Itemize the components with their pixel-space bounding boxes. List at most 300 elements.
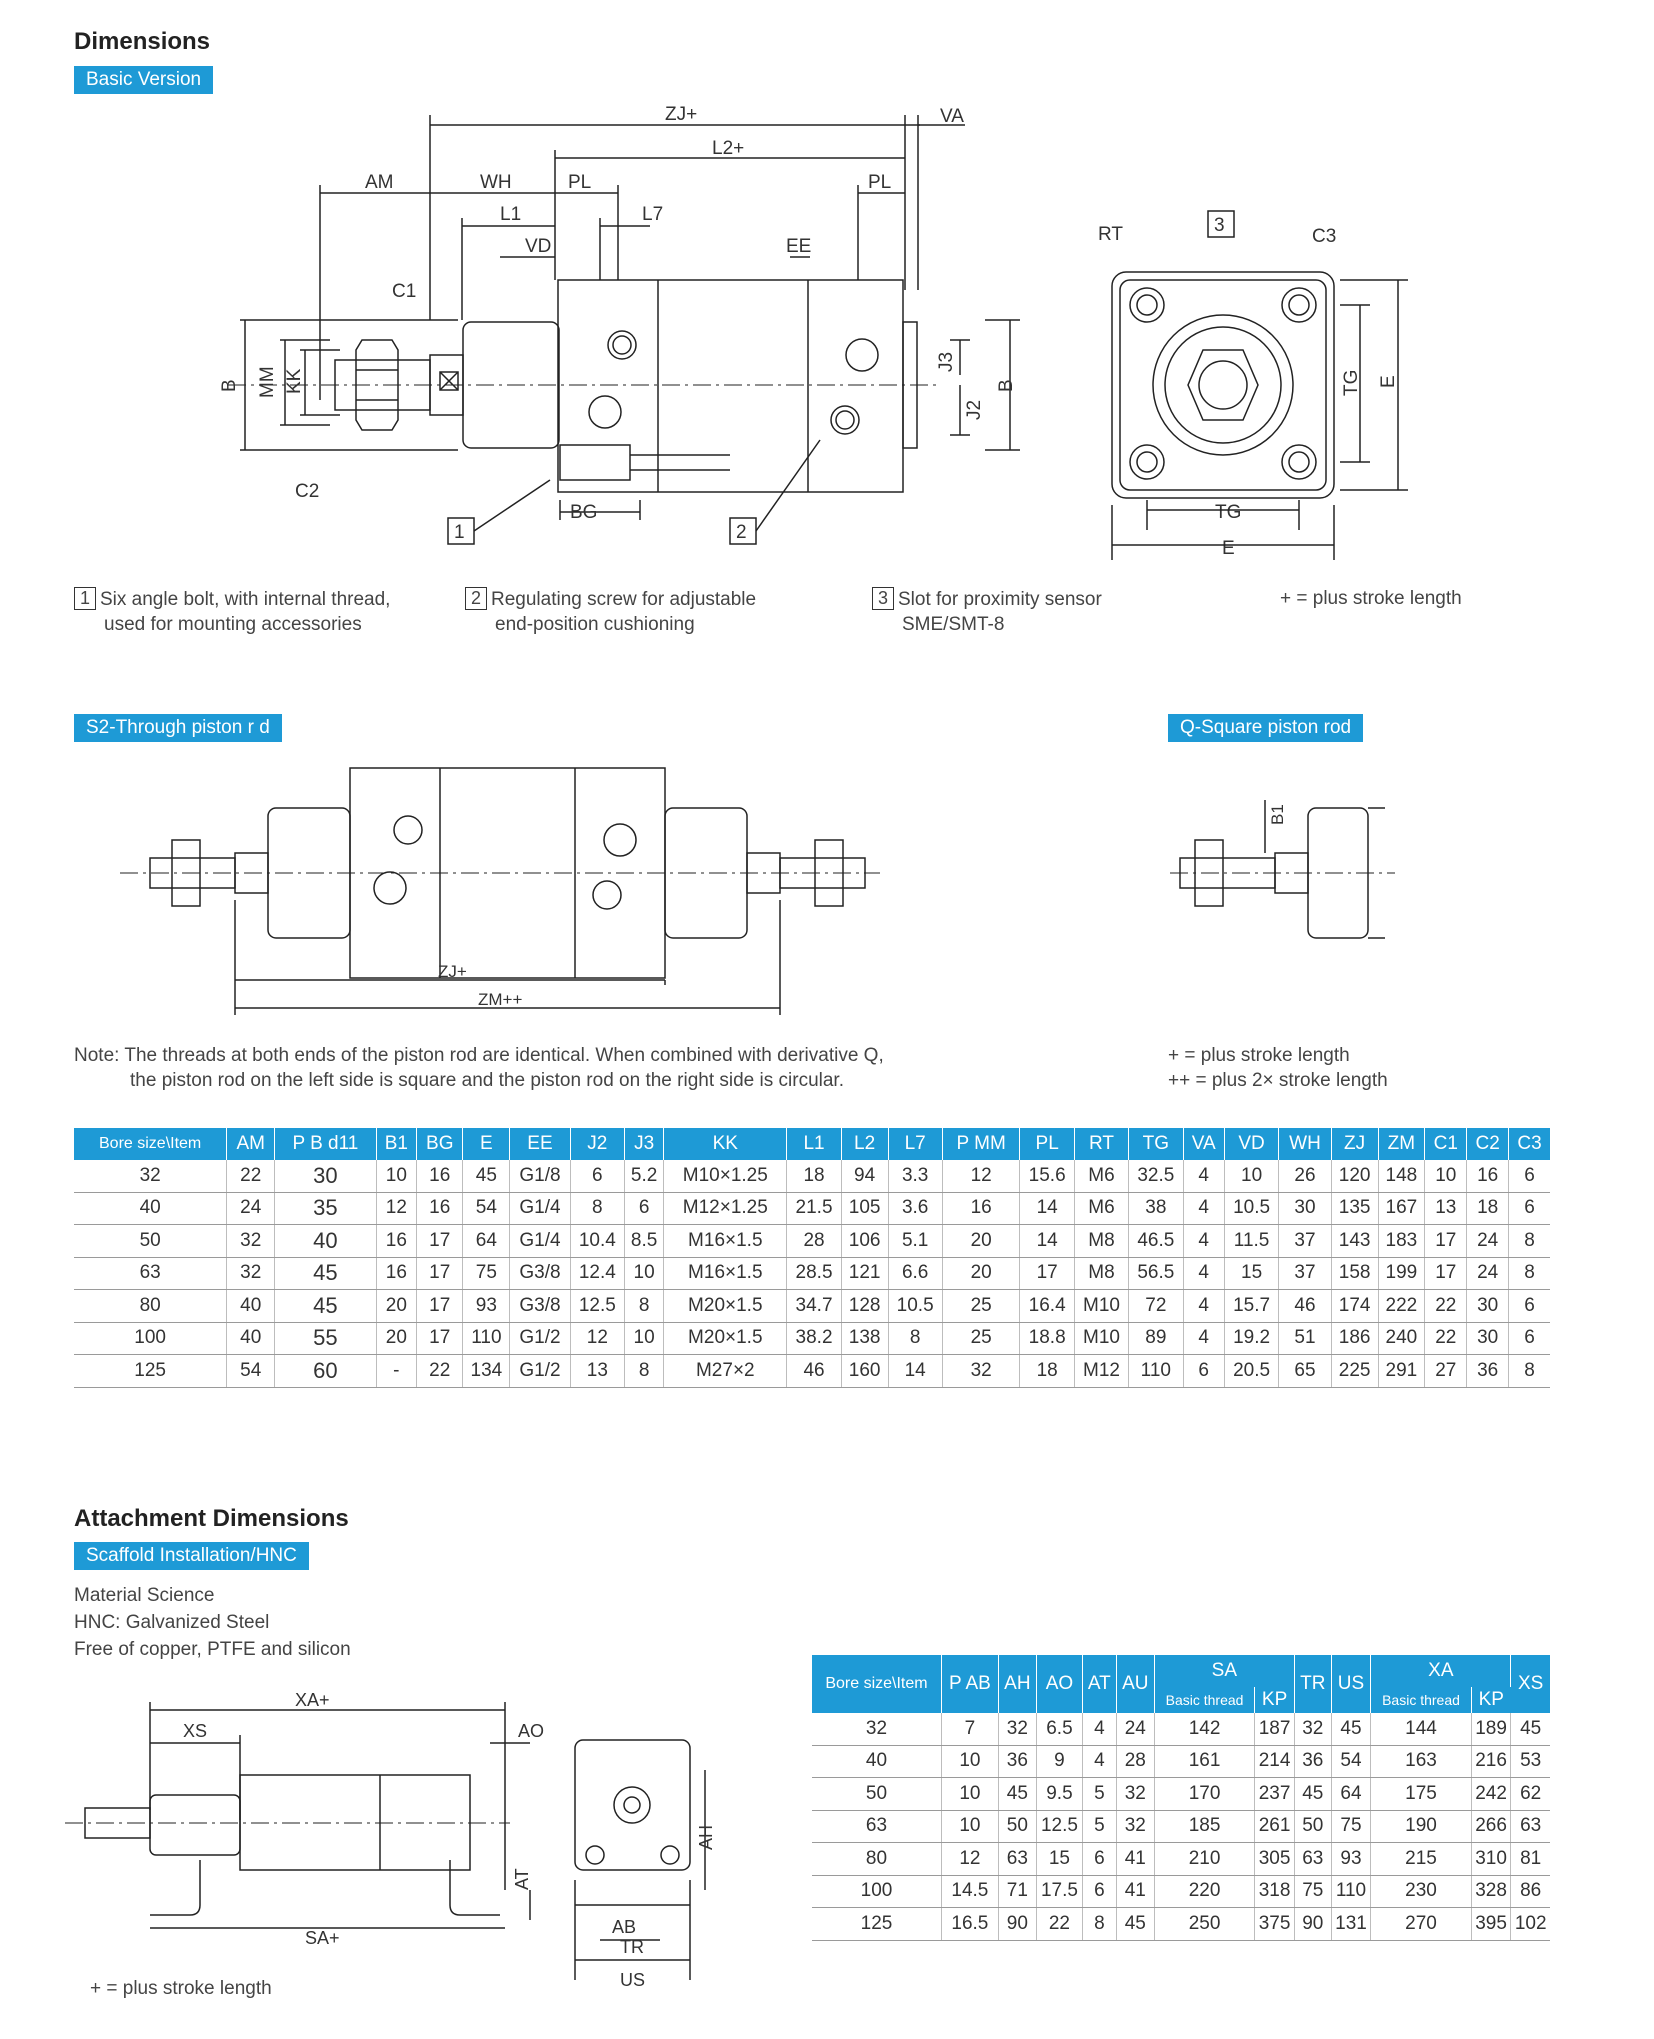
table-row [74, 1257, 1550, 1290]
table-cell: 6 [1509, 1290, 1550, 1323]
table-subheader-cell: KP [1471, 1687, 1511, 1713]
table-cell: 64 [463, 1225, 510, 1258]
table-header-cell: AO [1036, 1655, 1082, 1713]
table-header-cell: TR [1294, 1655, 1331, 1713]
table-row [812, 1810, 1550, 1843]
table-cell: 16 [376, 1225, 416, 1258]
table-row [812, 1908, 1550, 1941]
table-cell: 128 [841, 1290, 888, 1323]
table-cell: 10 [941, 1745, 998, 1778]
table-cell: 45 [1116, 1908, 1154, 1941]
table-cell: - [376, 1355, 416, 1388]
table-cell: M6 [1074, 1192, 1128, 1225]
svg-text:PL: PL [568, 172, 592, 193]
table-cell: M10 [1074, 1322, 1128, 1355]
table-header-cell: B1 [376, 1128, 416, 1160]
table-cell: 5 [1082, 1778, 1116, 1811]
table-cell: 32 [227, 1225, 275, 1258]
table-cell: 125 [812, 1908, 941, 1941]
table-cell: 17 [1425, 1257, 1467, 1290]
table-header-cell: Bore size\Item [74, 1128, 227, 1160]
svg-text:XS: XS [183, 1721, 208, 1741]
table-cell: 261 [1255, 1810, 1295, 1843]
table-cell: 37 [1279, 1225, 1331, 1258]
table-cell: 12.5 [570, 1290, 624, 1323]
table-cell: 24 [1467, 1225, 1509, 1258]
table-cell: 17 [417, 1322, 463, 1355]
table-cell: 45 [275, 1290, 376, 1323]
table-header-cell: AU [1116, 1655, 1154, 1713]
table-cell: 46 [787, 1355, 841, 1388]
table-cell: M27×2 [664, 1355, 787, 1388]
table-cell: 16 [942, 1192, 1020, 1225]
table-cell: 34.7 [787, 1290, 841, 1323]
table-cell: M12 [1074, 1355, 1128, 1388]
table-cell: 81 [1511, 1843, 1550, 1876]
table-cell: 100 [74, 1322, 227, 1355]
table-cell: 12 [570, 1322, 624, 1355]
table-cell: 134 [463, 1355, 510, 1388]
table-cell: G3/8 [510, 1257, 570, 1290]
table-cell: 26 [1279, 1160, 1331, 1192]
svg-text:C1: C1 [392, 281, 417, 302]
table-header-cell: C3 [1509, 1128, 1550, 1160]
table-cell: 12 [376, 1192, 416, 1225]
svg-text:VD: VD [525, 236, 552, 257]
table-cell: 220 [1154, 1875, 1254, 1908]
table-cell: G1/8 [510, 1160, 570, 1192]
table-cell: 148 [1378, 1160, 1425, 1192]
table-header-cell: P MM [942, 1128, 1020, 1160]
table-cell: G1/4 [510, 1225, 570, 1258]
svg-text:AO: AO [518, 1721, 545, 1741]
table-cell: 75 [1294, 1875, 1331, 1908]
table-cell: 6 [1509, 1322, 1550, 1355]
table-cell: 56.5 [1129, 1257, 1183, 1290]
table-cell: 51 [1279, 1322, 1331, 1355]
table-header-cell: AM [227, 1128, 275, 1160]
table-cell: 4 [1183, 1322, 1224, 1355]
tag-square-piston-rod: Q-Square piston rod [1168, 714, 1363, 742]
svg-text:KK: KK [284, 368, 305, 394]
table-cell: M6 [1074, 1160, 1128, 1192]
table-cell: 93 [463, 1290, 510, 1323]
table-cell: 17 [417, 1225, 463, 1258]
table-cell: 45 [1331, 1713, 1371, 1745]
tag-through-piston-rod: S2-Through piston r d [74, 714, 282, 742]
table-cell: 4 [1183, 1225, 1224, 1258]
svg-text:ZM++: ZM++ [478, 990, 523, 1009]
table-cell: 183 [1378, 1225, 1425, 1258]
table-cell: 40 [74, 1192, 227, 1225]
table-cell: 41 [1116, 1875, 1154, 1908]
table-cell: 9.5 [1036, 1778, 1082, 1811]
table-cell: 10.4 [570, 1225, 624, 1258]
table-cell: 22 [1425, 1290, 1467, 1323]
table-cell: 215 [1371, 1843, 1471, 1876]
svg-text:3: 3 [1214, 215, 1225, 236]
table-cell: 328 [1471, 1875, 1511, 1908]
table-row [812, 1843, 1550, 1876]
table-cell: 63 [74, 1257, 227, 1290]
table-cell: 36 [998, 1745, 1036, 1778]
table-cell: 160 [841, 1355, 888, 1388]
main-dimension-table [74, 1128, 1550, 1388]
table-cell: 10.5 [888, 1290, 942, 1323]
table-cell: 102 [1511, 1908, 1550, 1941]
table-cell: 6 [1082, 1875, 1116, 1908]
table-cell: 125 [74, 1355, 227, 1388]
table-cell: 17.5 [1036, 1875, 1082, 1908]
table-cell: 190 [1371, 1810, 1471, 1843]
table-cell: 242 [1471, 1778, 1511, 1811]
table-cell: 32 [1294, 1713, 1331, 1745]
table-cell: 142 [1154, 1713, 1254, 1745]
table-cell: 45 [275, 1257, 376, 1290]
table-cell: 15.6 [1020, 1160, 1074, 1192]
table-cell: 45 [1511, 1713, 1550, 1745]
table-cell: 110 [463, 1322, 510, 1355]
table-header-cell: EE [510, 1128, 570, 1160]
table-cell: 40 [227, 1290, 275, 1323]
table-cell: 216 [1471, 1745, 1511, 1778]
table-cell: 13 [570, 1355, 624, 1388]
table-cell: 17 [417, 1290, 463, 1323]
table-cell: G1/2 [510, 1322, 570, 1355]
svg-text:B: B [219, 379, 240, 392]
table-cell: 53 [1511, 1745, 1550, 1778]
table-cell: 270 [1371, 1908, 1471, 1941]
subheader-text: Basic thread [1382, 1691, 1460, 1708]
table-cell: 62 [1511, 1778, 1550, 1811]
table-cell: 30 [1467, 1322, 1509, 1355]
table-cell: 94 [841, 1160, 888, 1192]
table-cell: M20×1.5 [664, 1290, 787, 1323]
table-cell: 28.5 [787, 1257, 841, 1290]
table-cell: 24 [1467, 1257, 1509, 1290]
table-cell: 25 [942, 1322, 1020, 1355]
table-cell: 310 [1471, 1843, 1511, 1876]
table-cell: 32 [74, 1160, 227, 1192]
table-cell: 22 [1036, 1908, 1082, 1941]
table-cell: 186 [1331, 1322, 1378, 1355]
table-cell: 138 [841, 1322, 888, 1355]
svg-text:MM: MM [257, 366, 278, 398]
table-cell: 6 [1082, 1843, 1116, 1876]
svg-text:L2+: L2+ [712, 138, 745, 159]
table-cell: 291 [1378, 1355, 1425, 1388]
svg-text:VA: VA [940, 106, 964, 127]
table-cell: 20 [376, 1322, 416, 1355]
table-cell: 32 [998, 1713, 1036, 1745]
table-cell: 305 [1255, 1843, 1295, 1876]
table-cell: 3.3 [888, 1160, 942, 1192]
table-row [74, 1192, 1550, 1225]
table-cell: 21.5 [787, 1192, 841, 1225]
table-cell: 24 [1116, 1713, 1154, 1745]
table-cell: 60 [275, 1355, 376, 1388]
table-cell: 90 [998, 1908, 1036, 1941]
table-cell: 32 [812, 1713, 941, 1745]
table-cell: 4 [1183, 1160, 1224, 1192]
table-cell: 46 [1279, 1290, 1331, 1323]
table-header-cell: TG [1129, 1128, 1183, 1160]
table-cell: 15 [1224, 1257, 1278, 1290]
table-cell: 32 [942, 1355, 1020, 1388]
table-header-cell: SA [1154, 1655, 1294, 1687]
table-cell: 28 [1116, 1745, 1154, 1778]
table-cell: 45 [1294, 1778, 1331, 1811]
attachment-drawing [0, 1690, 720, 2020]
table-cell: 71 [998, 1875, 1036, 1908]
table-cell: 35 [275, 1192, 376, 1225]
table-cell: 27 [1425, 1355, 1467, 1388]
svg-text:J3: J3 [936, 351, 957, 372]
table-cell: 5.2 [625, 1160, 664, 1192]
svg-text:TR: TR [620, 1937, 644, 1957]
plus-2x-stroke-note: ++ = plus 2× stroke length [1168, 1070, 1388, 1091]
table-header-cell: AH [998, 1655, 1036, 1713]
table-header-cell: PL [1020, 1128, 1074, 1160]
table-cell: 8 [1082, 1908, 1116, 1941]
table-cell: 13 [1425, 1192, 1467, 1225]
table-cell: 100 [812, 1875, 941, 1908]
svg-text:L1: L1 [500, 204, 522, 225]
table-row [812, 1875, 1550, 1908]
table-cell: 75 [1331, 1810, 1371, 1843]
table-cell: 6 [1509, 1160, 1550, 1192]
table-cell: 63 [998, 1843, 1036, 1876]
table-cell: 10 [625, 1322, 664, 1355]
table-header-cell: C1 [1425, 1128, 1467, 1160]
legend-item-2: 2 Regulating screw for adjustable end-position cushioning [465, 587, 756, 637]
table-cell: 64 [1331, 1778, 1371, 1811]
table-cell: 161 [1154, 1745, 1254, 1778]
table-cell: 50 [1294, 1810, 1331, 1843]
table-cell: 4 [1082, 1745, 1116, 1778]
table-cell: 30 [275, 1160, 376, 1192]
svg-text:PL: PL [868, 172, 892, 193]
table-cell: 19.2 [1224, 1322, 1278, 1355]
table-cell: 167 [1378, 1192, 1425, 1225]
table-cell: 144 [1371, 1713, 1471, 1745]
table-cell: 32 [1116, 1810, 1154, 1843]
svg-text:US: US [620, 1970, 646, 1990]
table-header-cell: L1 [787, 1128, 841, 1160]
table-cell: 7 [941, 1713, 998, 1745]
table-cell: 5.1 [888, 1225, 942, 1258]
table-cell: 36 [1294, 1745, 1331, 1778]
table-cell: 10 [376, 1160, 416, 1192]
table-cell: 28 [787, 1225, 841, 1258]
svg-text:B1: B1 [1268, 804, 1287, 825]
table-cell: 50 [812, 1778, 941, 1811]
table-cell: 8 [1509, 1225, 1550, 1258]
table-row [74, 1160, 1550, 1192]
through-rod-drawing [0, 740, 1654, 1030]
table-header-cell: VD [1224, 1128, 1278, 1160]
table-cell: 10 [1425, 1160, 1467, 1192]
table-cell: 86 [1511, 1875, 1550, 1908]
svg-text:TG: TG [1341, 369, 1362, 396]
table-cell: M10 [1074, 1290, 1128, 1323]
table-header-cell: J3 [625, 1128, 664, 1160]
table-cell: 131 [1331, 1908, 1371, 1941]
table-cell: 110 [1331, 1875, 1371, 1908]
svg-text:L7: L7 [642, 204, 664, 225]
table-cell: 12.4 [570, 1257, 624, 1290]
table-cell: M10×1.25 [664, 1160, 787, 1192]
table-cell: 12.5 [1036, 1810, 1082, 1843]
table-cell: 30 [1467, 1290, 1509, 1323]
table-cell: M8 [1074, 1225, 1128, 1258]
table-cell: 210 [1154, 1843, 1254, 1876]
table-cell: 32 [227, 1257, 275, 1290]
table-cell: 10 [625, 1257, 664, 1290]
table-cell: 20 [942, 1257, 1020, 1290]
table-cell: 24 [227, 1192, 275, 1225]
attachment-table [812, 1655, 1550, 1941]
svg-text:1: 1 [454, 522, 465, 543]
table-header-cell: J2 [570, 1128, 624, 1160]
basic-version-drawing [0, 0, 1654, 600]
svg-text:C2: C2 [295, 481, 320, 502]
table-cell: 10.5 [1224, 1192, 1278, 1225]
table-cell: 16.4 [1020, 1290, 1074, 1323]
plus-stroke-note-3: + = plus stroke length [90, 1978, 272, 1999]
table-cell: 17 [1425, 1225, 1467, 1258]
table-cell: 14 [1020, 1225, 1074, 1258]
table-cell: 105 [841, 1192, 888, 1225]
svg-text:E: E [1222, 538, 1235, 559]
svg-text:B: B [996, 379, 1017, 392]
table-cell: 106 [841, 1225, 888, 1258]
table-cell: 63 [1294, 1843, 1331, 1876]
table-cell: 250 [1154, 1908, 1254, 1941]
table-cell: 18 [1467, 1192, 1509, 1225]
table-cell: 4 [1082, 1713, 1116, 1745]
table-row [812, 1778, 1550, 1811]
table-cell: 189 [1471, 1713, 1511, 1745]
svg-text:ZJ+: ZJ+ [438, 962, 467, 981]
table-cell: G1/4 [510, 1192, 570, 1225]
svg-text:AM: AM [365, 172, 394, 193]
subheader-text: Basic thread [1165, 1691, 1244, 1708]
table-cell: 80 [74, 1290, 227, 1323]
table-cell: 199 [1378, 1257, 1425, 1290]
table-cell: 40 [275, 1225, 376, 1258]
svg-text:TG: TG [1215, 502, 1242, 523]
table-cell: 40 [812, 1745, 941, 1778]
table-cell: 174 [1331, 1290, 1378, 1323]
svg-text:ZJ+: ZJ+ [665, 104, 698, 125]
table-cell: 30 [1279, 1192, 1331, 1225]
table-cell: 16 [1467, 1160, 1509, 1192]
table-header-cell: XA [1371, 1655, 1511, 1687]
table-cell: 14 [1020, 1192, 1074, 1225]
table-cell: 375 [1255, 1908, 1295, 1941]
table-cell: 240 [1378, 1322, 1425, 1355]
table-header-cell: RT [1074, 1128, 1128, 1160]
svg-text:J2: J2 [964, 399, 985, 420]
table-row [74, 1225, 1550, 1258]
table-cell: 20 [942, 1225, 1020, 1258]
table-cell: 17 [417, 1257, 463, 1290]
table-cell: 93 [1331, 1843, 1371, 1876]
table-cell: 16 [417, 1160, 463, 1192]
table-row [74, 1290, 1550, 1323]
table-header-cell: C2 [1467, 1128, 1509, 1160]
table-cell: 63 [812, 1810, 941, 1843]
table-cell: 11.5 [1224, 1225, 1278, 1258]
table-row [812, 1713, 1550, 1745]
section-title-attachment: Attachment Dimensions [74, 1505, 349, 1532]
material-line-1: Material Science [74, 1585, 215, 1606]
table-header-cell: VA [1183, 1128, 1224, 1160]
note-line-1: Note: The threads at both ends of the piston rod are identical. When combined with derivative Q, [74, 1045, 884, 1066]
table-cell: G3/8 [510, 1290, 570, 1323]
table-cell: 65 [1279, 1355, 1331, 1388]
table-cell: 17 [1020, 1257, 1074, 1290]
svg-text:SA+: SA+ [305, 1928, 340, 1948]
table-cell: 80 [812, 1843, 941, 1876]
table-cell: 187 [1255, 1713, 1295, 1745]
table-cell: 72 [1129, 1290, 1183, 1323]
table-cell: 175 [1371, 1778, 1471, 1811]
material-line-3: Free of copper, PTFE and silicon [74, 1639, 351, 1660]
table-cell: M16×1.5 [664, 1257, 787, 1290]
svg-text:BG: BG [570, 502, 598, 523]
table-cell: M16×1.5 [664, 1225, 787, 1258]
table-cell: 10 [941, 1810, 998, 1843]
table-cell: 54 [463, 1192, 510, 1225]
table-cell: 158 [1331, 1257, 1378, 1290]
table-cell: 46.5 [1129, 1225, 1183, 1258]
table-cell: 4 [1183, 1290, 1224, 1323]
table-cell: 266 [1471, 1810, 1511, 1843]
table-header-cell: AT [1082, 1655, 1116, 1713]
table-cell: 75 [463, 1257, 510, 1290]
svg-text:RT: RT [1098, 224, 1123, 245]
table-cell: 110 [1129, 1355, 1183, 1388]
table-cell: 8 [625, 1290, 664, 1323]
table-row [812, 1745, 1550, 1778]
table-cell: M20×1.5 [664, 1322, 787, 1355]
table-cell: 45 [463, 1160, 510, 1192]
table-row [74, 1355, 1550, 1388]
table-header-cell: ZJ [1331, 1128, 1378, 1160]
table-cell: 6 [625, 1192, 664, 1225]
legend-item-3: 3 Slot for proximity sensor SME/SMT-8 [872, 587, 1102, 637]
table-header-cell: Bore size\Item [812, 1655, 941, 1713]
material-line-2: HNC: Galvanized Steel [74, 1612, 270, 1633]
table-cell: 63 [1511, 1810, 1550, 1843]
table-header-cell: BG [417, 1128, 463, 1160]
table-header-cell: KK [664, 1128, 787, 1160]
table-cell: 4 [1183, 1192, 1224, 1225]
table-cell: 10 [941, 1778, 998, 1811]
table-cell: 10 [1224, 1160, 1278, 1192]
svg-text:WH: WH [480, 172, 512, 193]
table-header-cell: L7 [888, 1128, 942, 1160]
table-cell: 5 [1082, 1810, 1116, 1843]
table-subheader-cell [1371, 1687, 1471, 1713]
table-cell: 8 [888, 1322, 942, 1355]
table-cell: 90 [1294, 1908, 1331, 1941]
table-cell: 318 [1255, 1875, 1295, 1908]
table-cell: 38 [1129, 1192, 1183, 1225]
table-cell: 237 [1255, 1778, 1295, 1811]
